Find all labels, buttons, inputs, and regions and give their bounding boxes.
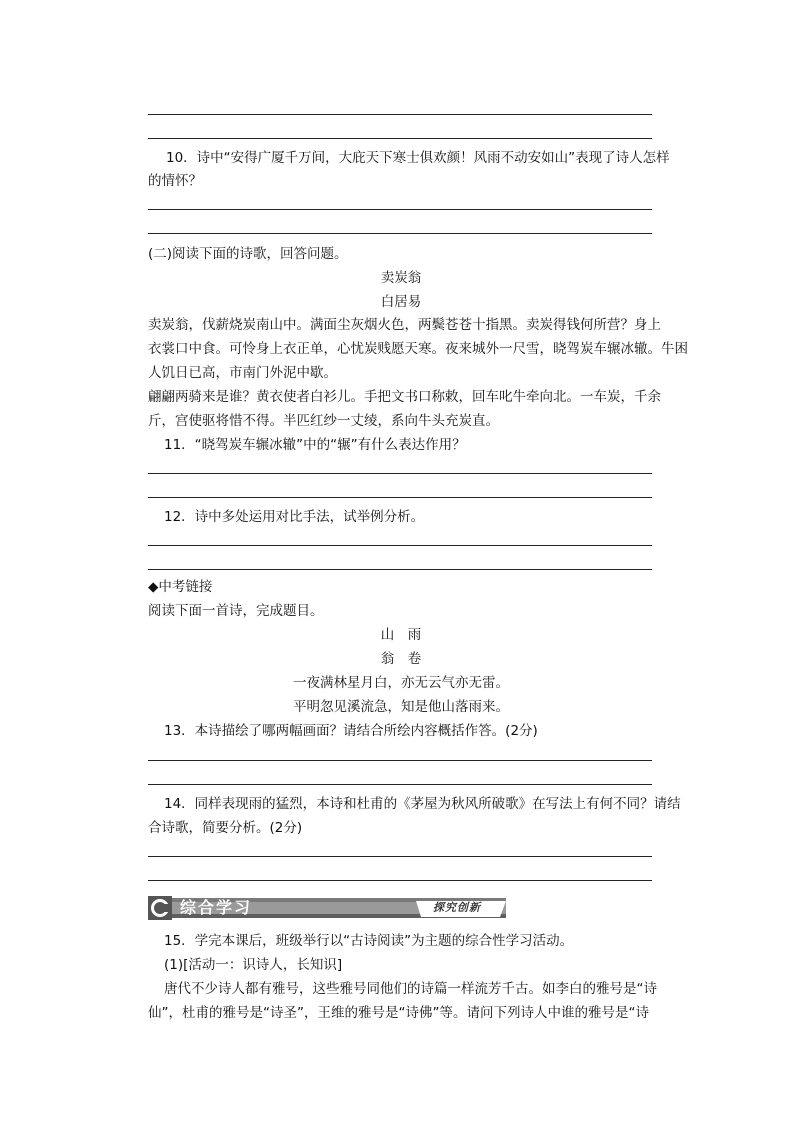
answer-line[interactable] [148,497,652,498]
question-10-line1: 10．诗中“安得广厦千万间，大庇天下寒士俱欢颜！风雨不动安如山”表现了诗人怎样 [166,150,670,166]
answer-line[interactable] [148,138,652,139]
answer-line[interactable] [148,473,652,474]
poem2-title: 山 雨 [380,627,422,643]
poem-title: 卖炭翁 [380,270,422,286]
poem2-line1: 一夜满林星月白，亦无云气亦无雷。 [293,675,509,691]
answer-line[interactable] [148,209,652,210]
answer-line[interactable] [148,545,652,546]
question-12: 12．诗中多处运用对比手法，试举例分析。 [164,509,425,525]
exam-link-heading: ◆中考链接 [148,579,213,595]
activity-1-para-line2: 仙”，杜甫的雅号是“诗圣”，王维的雅号是“诗佛”等。请问下列诗人中谁的雅号是“诗 [148,1005,649,1021]
question-15: 15．学完本课后，班级举行以“古诗阅读”为主题的综合性学习活动。 [164,933,574,949]
poem-para1-line1: 卖炭翁，伐薪烧炭南山中。满面尘灰烟火色，两鬓苍苍十指黑。卖炭得钱何所营？身上 [148,317,661,333]
answer-line[interactable] [148,880,652,881]
poem-para1-line3: 人饥日已高，市南门外泥中歇。 [148,365,337,381]
answer-line[interactable] [148,233,652,234]
answer-line[interactable] [148,569,652,570]
question-10-line2: 的情怀？ [148,173,202,189]
poem-para2-line2: 斤，宫使驱将惜不得。半匹红纱一丈绫，系向牛头充炭直。 [148,413,499,429]
answer-line[interactable] [148,114,652,115]
exam-link-intro: 阅读下面一首诗，完成题目。 [148,603,324,619]
answer-line[interactable] [148,856,652,857]
banner-title: 综合学习 [180,898,253,917]
activity-1-heading: (1)[活动一：识诗人，长知识] [164,957,343,973]
question-14-line1: 14．同样表现雨的猛烈，本诗和杜甫的《茅屋为秋风所破歌》在写法上有何不同？请结 [164,796,681,812]
banner-subtitle: 探究创新 [433,901,481,914]
poem-para1-line2: 衣裳口中食。可怜身上衣正单，心忧炭贱愿天寒。夜来城外一尺雪，晓驾炭车辗冰辙。牛困 [148,341,688,357]
answer-line[interactable] [148,760,652,761]
question-14-line2: 合诗歌，简要分析。(2分) [148,820,303,836]
question-11: 11．“晓驾炭车辗冰辙”中的“辗”有什么表达作用？ [164,437,466,453]
banner-letter [151,897,169,898]
poem2-author: 翁 卷 [380,651,422,667]
poem2-line2: 平明忽见溪流急，知是他山落雨来。 [293,699,509,715]
answer-line[interactable] [148,784,652,785]
question-13: 13．本诗描绘了哪两幅画面？请结合所绘内容概括作答。(2分) [164,723,538,739]
activity-1-para-line1: 唐代不少诗人都有雅号，这些雅号同他们的诗篇一样流芳千古。如李白的雅号是“诗 [164,981,657,997]
section-banner [146,895,508,921]
poem-para2-line1: 翩翩两骑来是谁？黄衣使者白衫儿。手把文书口称敕，回车叱牛牵向北。一车炭，千余 [148,389,661,405]
poem-author: 白居易 [380,294,422,310]
section-2-heading: (二)阅读下面的诗歌，回答问题。 [148,246,348,262]
